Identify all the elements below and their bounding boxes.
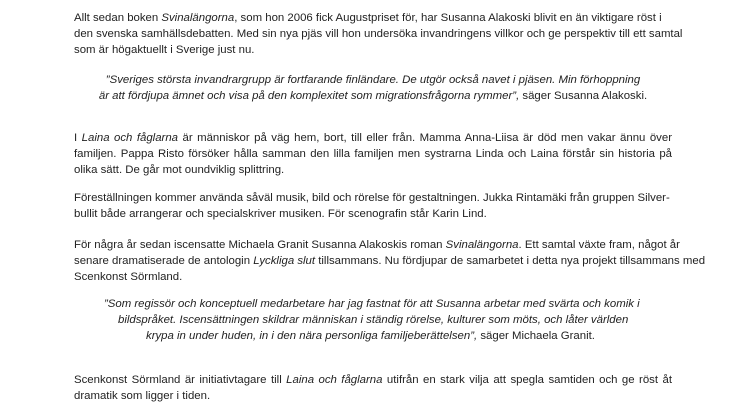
text-run: senare dramatiserade de antologin [74, 255, 254, 267]
text-run: är människor på väg hem, bort, till eller från. Mamma Anna-Liisa är död men vakar ännu över [178, 132, 672, 144]
italic-run: bildspråket. Iscensättningen skildrar människan i ständig rörelse, kulturer som möts, och låter världen [118, 314, 629, 326]
text-run: bullit både arrangerar och specialskriver musiken. För scenografin står Karin Lind. [74, 208, 487, 220]
text-run: den svenska samhällsdebatten. Med sin nya pjäs vill hon undersöka invandringens villkor och ge perspektiv till ett samtal [74, 28, 683, 40]
text-run: säger Susanna Alakoski. [519, 90, 648, 102]
closing-paragraph [74, 372, 672, 404]
plot-paragraph [74, 130, 672, 178]
italic-run: Laina och fåglarna [81, 132, 179, 144]
text-line [74, 206, 672, 222]
text-run: tillsammans. Nu fördjupar de samarbetet i detta nya projekt tillsammans med [315, 255, 706, 267]
text-run: dramatik som ligger i tiden. [74, 390, 211, 402]
collaboration-paragraph [74, 237, 706, 285]
text-line [74, 88, 672, 104]
italic-run: krypa in under huden, in i den nära personliga familjeberättelsen”, [146, 330, 478, 342]
intro-paragraph [74, 10, 683, 58]
alakoski-quote [74, 72, 672, 104]
text-line [74, 146, 672, 162]
text-line [74, 72, 672, 88]
text-line [74, 42, 672, 58]
text-run: utifrån en stark vilja att spegla samtiden och ge röst åt [382, 374, 672, 386]
text-line [74, 253, 706, 269]
text-run: Allt sedan boken [74, 12, 162, 24]
text-line [74, 237, 680, 253]
italic-run: Svinalängorna [445, 239, 519, 251]
text-run: . Ett samtal växte fram, något år [518, 239, 680, 251]
text-run: som är högaktuellt i Sverige just nu. [74, 44, 255, 56]
italic-run: Laina och fåglarna [286, 374, 383, 386]
production-paragraph [74, 190, 672, 222]
text-run: säger Michaela Granit. [477, 330, 595, 342]
text-line [104, 296, 664, 312]
italic-run: Svinalängorna [161, 12, 235, 24]
italic-run: ”Som regissör och konceptuell medarbetare har jag fastnat för att Susanna arbetar med svärta och komik i [104, 298, 640, 310]
text-line [74, 162, 672, 178]
text-run: För några år sedan iscensatte Michaela Granit Susanna Alakoskis roman [74, 239, 446, 251]
text-run: I [74, 132, 82, 144]
italic-run: är att fördjupa ämnet och visa på den komplexitet som migrationsfrågorna rymmer”, [98, 90, 520, 102]
text-line [74, 10, 672, 26]
text-line [74, 372, 672, 388]
text-line [74, 190, 672, 206]
text-line [74, 130, 672, 146]
text-run: familjen. Pappa Risto försöker hålla samman den lilla familjen men systrarna Linda och Laina förstår sin historia på [74, 148, 672, 160]
italic-run: ”Sveriges största invandrargrupp är fortfarande finländare. De utgör också navet i pjäsen. Min förhoppning [105, 74, 641, 86]
text-run: Föreställningen kommer använda såväl musik, bild och rörelse för gestaltningen. Jukka Rintamäki från gruppen Silver- [74, 192, 670, 204]
text-run: Scenkonst Sörmland. [74, 271, 183, 283]
text-line [104, 328, 664, 344]
text-line [74, 388, 672, 404]
italic-run: Lyckliga slut [253, 255, 316, 267]
text-run: Scenkonst Sörmland är initiativtagare till [74, 374, 287, 386]
text-line [74, 26, 683, 42]
text-line [104, 312, 664, 328]
text-run: , som hon 2006 fick Augustpriset för, har Susanna Alakoski blivit en än viktigare röst i [234, 12, 662, 24]
granit-quote [104, 296, 664, 344]
text-line [74, 269, 672, 285]
text-run: olika sätt. De går mot oundviklig splittring. [74, 164, 285, 176]
